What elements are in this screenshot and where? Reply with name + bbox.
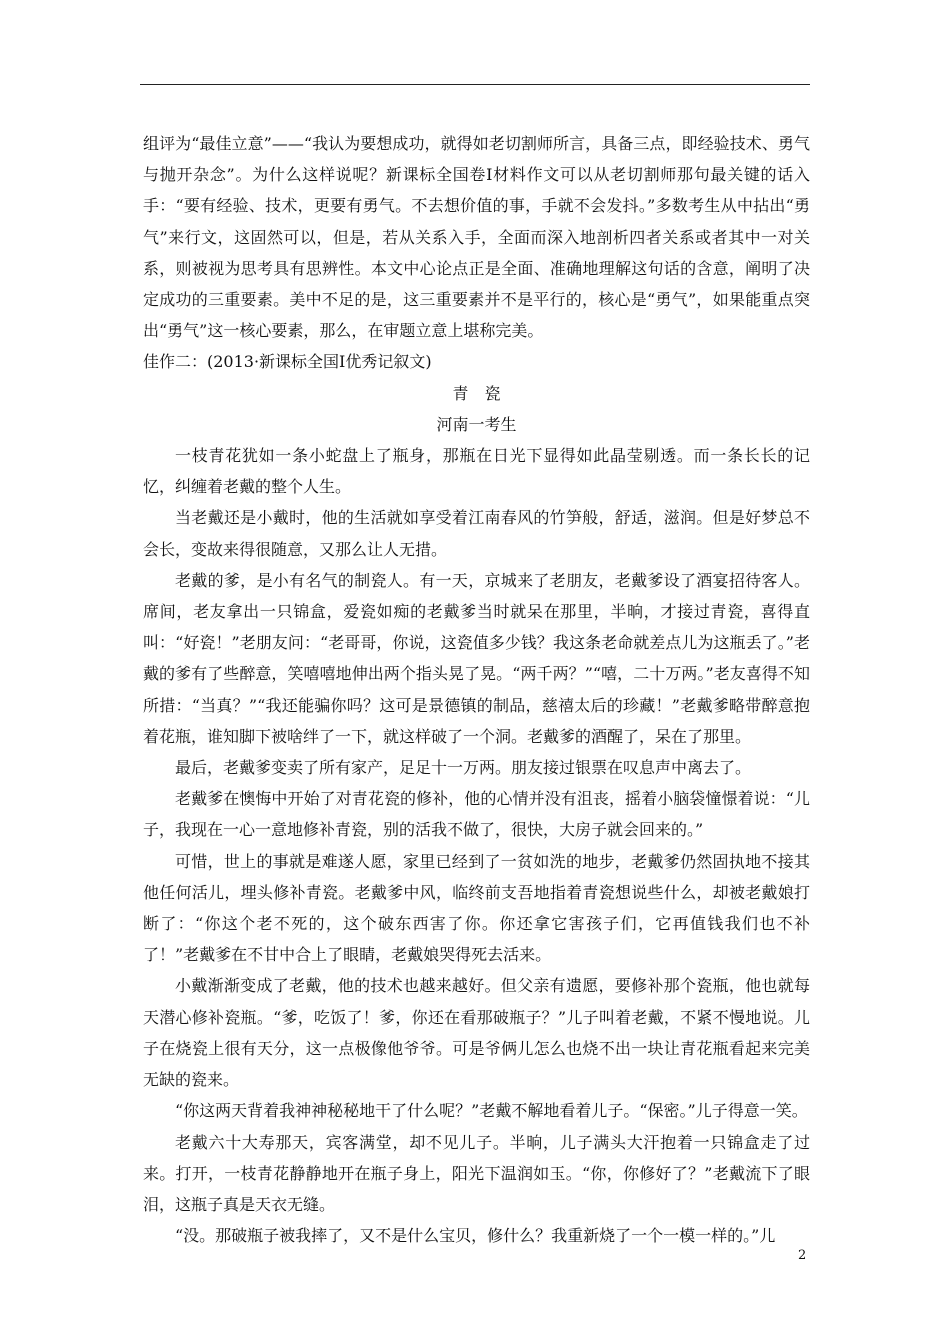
essay-author: 河南一考生: [436, 414, 517, 434]
paragraph-body: 一枝青花犹如一条小蛇盘上了瓶身，那瓶在日光下显得如此晶莹剔透。而一条长长的记忆，纠缠着老戴的整个人生。: [143, 446, 810, 497]
paragraph-heading-essay-two: 佳作二：(2013·新课标全国Ⅰ优秀记叙文): [143, 352, 432, 372]
paragraph-body: “你这两天背着我神神秘秘地干了什么呢？”老戴不解地看着儿子。“保密。”儿子得意一笑。: [175, 1101, 808, 1121]
header-rule: [140, 84, 810, 85]
document-body: [143, 128, 810, 1251]
paragraph-body: 小戴渐渐变成了老戴，他的技术也越来越好。但父亲有遗愿，要修补那个瓷瓶，他也就每天潜心修补瓷瓶。“爹，吃饭了！爹，你还在看那破瓶子？”儿子叫着老戴，不紧不慢地说。儿子在烧瓷上很有天分，这一点极像他爷爷。可是爷俩儿怎么也烧不出一块让青花瓶看起来完美无缺的瓷来。: [143, 976, 810, 1090]
paragraph-body: 老戴六十大寿那天，宾客满堂，却不见儿子。半晌，儿子满头大汗抱着一只锦盒走了过来。打开，一枝青花静静地开在瓶子身上，阳光下温润如玉。“你，你修好了？”老戴流下了眼泪，这瓶子真是天衣无缝。: [143, 1132, 810, 1214]
essay-title: 青 瓷: [452, 383, 501, 403]
paragraph-body: 老戴的爹，是小有名气的制瓷人。有一天，京城来了老朋友，老戴爹设了酒宴招待客人。席间，老友拿出一只锦盒，爱瓷如痴的老戴爹当时就呆在那里，半晌，才接过青瓷，喜得直叫：“好瓷！”老朋友问：“老哥哥，你说，这瓷值多少钱？我这条老命就差点儿为这瓶丢了。”老戴的爹有了些醉意，笑嘻嘻地伸出两个指头晃了晃。“两千两？”“嘻，二十万两。”老友喜得不知所措：“当真？”“我还能骗你吗？这可是景德镇的制品，慈禧太后的珍藏！”老戴爹略带醉意抱着花瓶，谁知脚下被啥绊了一下，就这样破了一个洞。老戴爹的酒醒了，呆在了那里。: [143, 570, 810, 746]
paragraph-body: 最后，老戴爹变卖了所有家产，足足十一万两。朋友接过银票在叹息声中离去了。: [175, 758, 752, 778]
page-number: 2: [798, 1248, 807, 1263]
paragraph-body: 当老戴还是小戴时，他的生活就如享受着江南春风的竹笋般，舒适，滋润。但是好梦总不会长，变故来得很随意，又那么让人无措。: [143, 508, 810, 559]
paragraph-body: 可惜，世上的事就是难遂人愿，家里已经到了一贫如洗的地步，老戴爹仍然固执地不接其他任何活儿，埋头修补青瓷。老戴爹中风，临终前支吾地指着青瓷想说些什么，却被老戴娘打断了：“你这个老不死的，这个破东西害了你。你还拿它害孩子们，它再值钱我们也不补了！”老戴爹在不甘中合上了眼睛，老戴娘哭得死去活来。: [143, 851, 810, 965]
paragraph-commentary: 组评为“最佳立意”——“我认为要想成功，就得如老切割师所言，具备三点，即经验技术、勇气与抛开杂念”。为什么这样说呢？新课标全国卷Ⅰ材料作文可以从老切割师那句最关键的话入手：“要有经验、技术，更要有勇气。不去想价值的事，手就不会发抖。”多数考生从中拈出“勇气”来行文，这固然可以，但是，若从关系入手，全面而深入地剖析四者关系或者其中一对关系，则被视为思考具有思辨性。本文中心论点正是全面、准确地理解这句话的含意，阐明了决定成功的三重要素。美中不足的是，这三重要素并不是平行的，核心是“勇气”，如果能重点突出“勇气”这一核心要素，那么，在审题立意上堪称完美。: [143, 134, 810, 341]
paragraph-body: 老戴爹在懊悔中开始了对青花瓷的修补，他的心情并没有沮丧，摇着小脑袋憧憬着说：“儿子，我现在一心一意地修补青瓷，别的活我不做了，很快，大房子就会回来的。”: [143, 789, 810, 840]
paragraph-body-continued: “没。那破瓶子被我摔了，又不是什么宝贝，修什么？我重新烧了一个一模一样的。”儿: [175, 1226, 776, 1246]
